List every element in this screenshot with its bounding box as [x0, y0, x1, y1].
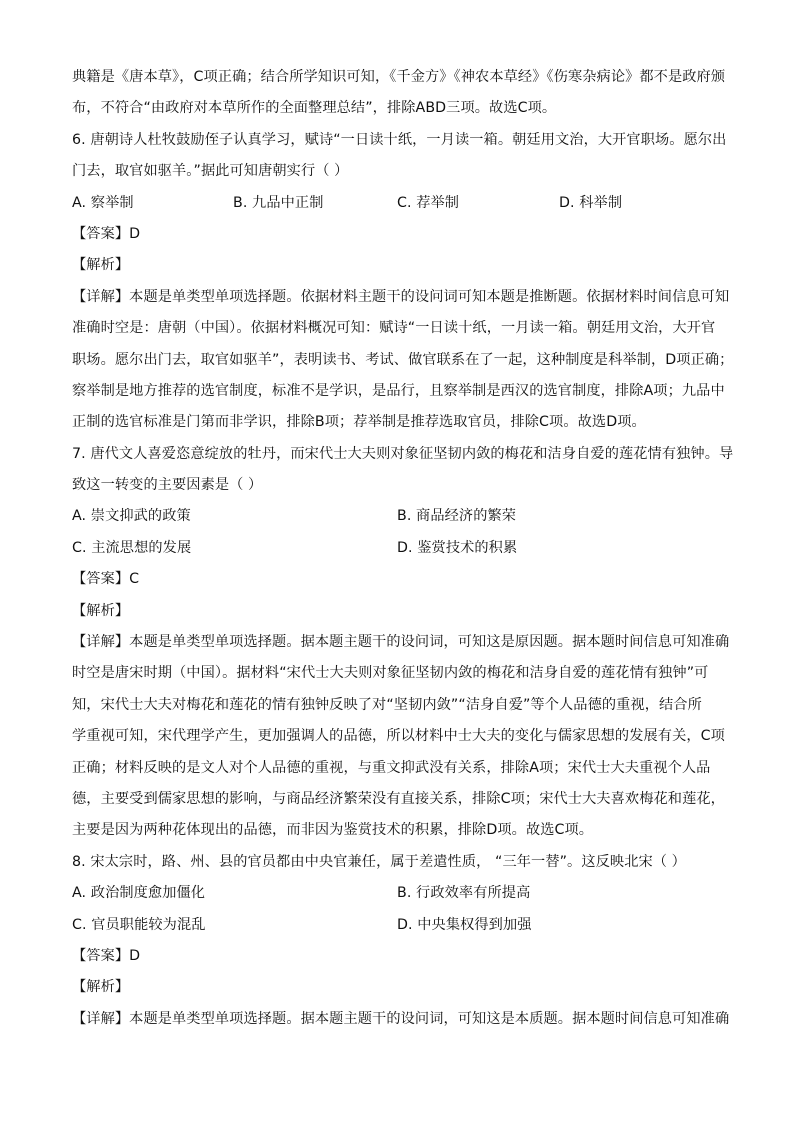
question-stem: 6. 唐朝诗人杜牧鼓励侄子认真学习，赋诗“一日读十纸，一月读一箱。朝廷用文治，大开官职场。愿尔出: [72, 131, 727, 148]
answer-label: 【答案】C: [72, 571, 140, 588]
option-a: A. 政治制度愈加僵化: [72, 885, 206, 902]
option-row: [72, 501, 722, 532]
option-d: D. 科举制: [559, 194, 623, 211]
question-7: [72, 439, 734, 847]
detail-line: 正制的选官标准是门第而非学识，排除B项；荐举制是推荐选取官员，排除C项。故选D项。: [72, 414, 646, 431]
option-d: D. 中央集权得到加强: [397, 916, 532, 933]
option-b: B. 行政效率有所提高: [397, 885, 531, 902]
option-c: C. 主流思想的发展: [72, 539, 192, 556]
document-page: [72, 62, 734, 1035]
detail-line: 【详解】本题是单类型单项选择题。依据材料主题干的设问词可知本题是推断题。依据材料时间信息可知: [72, 288, 730, 305]
analysis-label: 【解析】: [72, 257, 130, 274]
answer-label: 【答案】D: [72, 947, 141, 964]
option-b: B. 九品中正制: [233, 194, 324, 211]
detail-line: 准确时空是：唐朝（中国）。依据材料概况可知：赋诗“一日读十纸，一月读一箱。朝廷用文治，大开官: [72, 320, 716, 337]
text-line: 布，不符合“由政府对本草所作的全面整理总结”，排除ABD三项。故选C项。: [72, 100, 557, 117]
detail-line: 正确；材料反映的是文人对个人品德的重视，与重文抑武没有关系，排除A项；宋代士大夫重视个人品: [72, 759, 711, 776]
detail-line: 【详解】本题是单类型单项选择题。据本题主题干的设问词，可知这是原因题。据本题时间信息可知准确: [72, 634, 730, 651]
detail-line: 察举制是地方推荐的选官制度，标准不是学识，是品行，且察举制是西汉的选官制度，排除A项；九品中: [72, 382, 725, 399]
analysis-label: 【解析】: [72, 979, 130, 996]
text-line: 典籍是《唐本草》，C项正确；结合所学知识可知，《千金方》《神农本草经》《伤寒杂病论》都不是政府颁: [72, 69, 726, 85]
detail-line: 知，宋代士大夫对梅花和莲花的情有独钟反映了对“坚韧内敛”“洁身自爱”等个人品德的重视，结合所: [72, 696, 702, 713]
option-row: [72, 533, 722, 564]
answer-label: 【答案】D: [72, 225, 141, 242]
detail-line: 【详解】本题是单类型单项选择题。据本题主题干的设问词，可知这是本质题。据本题时间信息可知准确: [72, 1010, 730, 1027]
option-row: [72, 910, 722, 941]
question-stem: 致这一转变的主要因素是（ ）: [72, 477, 263, 494]
detail-line: 主要是因为两种花体现出的品德，而非因为鉴赏技术的积累，排除D项。故选C项。: [72, 822, 594, 839]
option-c: C. 荐举制: [397, 194, 460, 211]
question-stem: 门去，取官如驱羊。”据此可知唐朝实行（ ）: [72, 163, 349, 180]
option-d: D. 鉴赏技术的积累: [397, 539, 518, 556]
option-row: [72, 188, 722, 219]
option-row: [72, 878, 722, 909]
detail-line: 德，主要受到儒家思想的影响，与商品经济繁荣没有直接关系，排除C项；宋代士大夫喜欢梅花和莲花，: [72, 790, 725, 807]
analysis-label: 【解析】: [72, 602, 130, 619]
question-8: [72, 847, 730, 1035]
detail-line: 职场。愿尔出门去，取官如驱羊”，表明读书、考试、做官联系在了一起，这种制度是科举制，D项正确；: [72, 351, 734, 368]
option-a: A. 崇文抑武的政策: [72, 508, 191, 525]
question-6: [72, 125, 734, 439]
option-b: B. 商品经济的繁荣: [397, 508, 517, 525]
question-stem: 8. 宋太宗时，路、州、县的官员都由中央官兼任，属于差遣性质， “三年一替”。这反映北宋（ ）: [72, 853, 686, 870]
detail-line: 学重视可知，宋代理学产生，更加强调人的品德，所以材料中士大夫的变化与儒家思想的发展有关，C项: [72, 728, 725, 745]
option-c: C. 官员职能较为混乱: [72, 916, 206, 933]
detail-line: 时空是唐宋时期（中国）。据材料“宋代士大夫则对象征坚韧内敛的梅花和洁身自爱的莲花情有独钟”可: [72, 665, 709, 682]
option-a: A. 察举制: [72, 194, 134, 211]
question-stem: 7. 唐代文人喜爱恣意绽放的牡丹，而宋代士大夫则对象征坚韧内敛的梅花和洁身自爱的莲花情有独钟。导: [72, 445, 734, 462]
